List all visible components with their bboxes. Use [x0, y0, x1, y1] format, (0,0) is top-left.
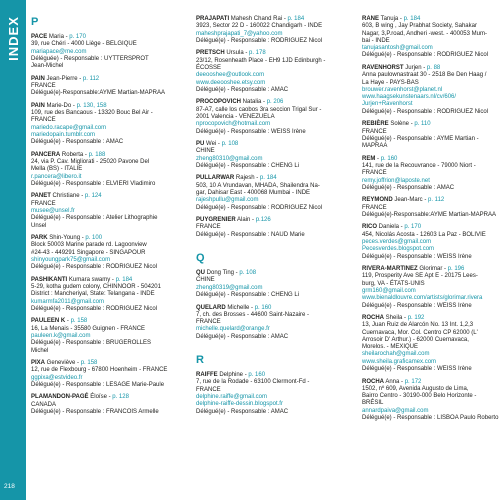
address-line: FRANCE — [362, 170, 387, 177]
address-line: 3923, Sector 22 D - 160022 Chandigarh - INDE — [196, 23, 323, 30]
delegate-responsible: Délégué(e) - Responsable : CHENG Li — [196, 292, 300, 299]
contact-link[interactable]: maheshprajapati_7@yahoo.com — [196, 30, 283, 37]
entry-heading — [196, 217, 334, 224]
delegate-responsible: Délégué(e) - Responsable : RODRIGUEZ Nicol — [362, 52, 489, 59]
entry-heading — [362, 121, 500, 128]
artist-name: QU — [196, 270, 205, 277]
address-line: Anna paulownastraat 30 - 2518 Be Den Haag / — [362, 72, 487, 79]
delegate-responsible: Délégué(e) - Responsable : WEISS Irène — [362, 253, 472, 260]
delegate-responsible: Délégué(e) - Responsable : AMAC — [362, 184, 455, 191]
index-entry — [31, 235, 169, 271]
address-line: Nagar, 3,P.road, Andheri -west. - 400053 Mum- — [362, 30, 487, 37]
entry-heading — [362, 315, 500, 322]
address-line: FRANCE — [31, 82, 56, 89]
page-reference: p. 170 — [404, 224, 422, 231]
index-entry — [362, 315, 500, 373]
index-entry — [196, 217, 334, 239]
contact-link[interactable]: mariapace@me.com — [31, 48, 87, 55]
artist-firstname: Tanuja - — [379, 16, 404, 22]
delegate-responsible: Délégué(e) - Responsable : CHENG Li — [196, 162, 300, 169]
index-entry — [196, 50, 334, 94]
address-line: burg, VA - ÉTATS-UNIS — [362, 280, 425, 287]
page-reference: p. 196 — [447, 266, 465, 273]
index-entry — [196, 305, 334, 341]
address-line: 2001 Valencia - VENEZUELA — [196, 113, 275, 120]
delegate-responsible: Délégué(e) - Responsable : LESAGE Marie-Paule — [31, 381, 165, 388]
delegate-responsible: Délégué(e) - Responsable : BRUGEROLLES Michel — [31, 340, 152, 354]
contact-link[interactable]: remy.joffrion@laposte.net — [362, 177, 430, 184]
address-line: Arrosoir D' Arthur.) - 62000 Cuernavaca, — [362, 336, 469, 343]
delegate-responsible: Jean-Michel — [31, 63, 64, 70]
address-line: 454, Nicolás Acosta - 12603 La Paz - BOLIVIE — [362, 231, 486, 238]
index-entry — [31, 76, 169, 98]
index-entry — [31, 103, 169, 147]
artist-name: PROCOPOVICH — [196, 99, 242, 106]
artist-name: PANET — [31, 193, 51, 200]
page-reference: p. 170 — [69, 34, 86, 40]
page-reference: p. 110 — [414, 121, 431, 128]
index-entry — [362, 121, 500, 150]
artist-firstname: Christiane - — [50, 193, 85, 200]
section-gap — [196, 346, 334, 354]
artist-name: PANCERA — [31, 151, 61, 158]
page-reference: p. 100 — [85, 235, 103, 242]
entry-heading — [362, 197, 500, 204]
artist-name: ROCHA — [362, 315, 384, 321]
artist-name: PACE — [31, 34, 48, 40]
artist-firstname: Maria - — [47, 34, 70, 40]
entry-heading — [31, 360, 169, 367]
artist-firstname: Marie-Do - — [44, 102, 77, 109]
delegate-responsible: Délégué(e) - Responsable : AMAC — [196, 86, 289, 93]
page-reference: p. 172 — [404, 378, 422, 385]
page-reference: p. 130, 158 — [76, 102, 107, 109]
column-3 — [362, 16, 500, 428]
delegate-responsible: Délégué(e) - Responsable : AMAC — [31, 139, 124, 146]
entry-heading — [31, 152, 169, 159]
artist-firstname: Shin-Young - — [47, 235, 86, 242]
address-line: ÉCOSSE — [196, 64, 222, 71]
artist-firstname: Daniela - — [377, 224, 405, 231]
page-reference: p. 192 — [407, 315, 425, 321]
page-reference: p. 158 — [80, 360, 98, 367]
address-line: FRANCE — [362, 204, 387, 211]
delegate-responsible: Délégué(e) - Responsable : RODRIGUEZ Nicol — [31, 305, 158, 312]
entry-heading — [362, 156, 500, 163]
address-line: bai - INDE — [362, 37, 390, 44]
index-entry — [362, 16, 500, 60]
address-line: 24, via P. Cav. Migliorati - 25020 Pavone Del — [31, 159, 150, 166]
entry-heading — [31, 394, 169, 401]
delegate-responsible: Délégué(e)-Responsable:AYME Martian-MAPRAA — [31, 90, 165, 97]
artist-name: PULLARWAR — [196, 175, 235, 182]
page-reference: p. 206 — [266, 99, 284, 106]
artist-firstname: Ursula - — [224, 50, 250, 57]
column-2 — [196, 16, 334, 421]
address-line: FRANCE — [196, 319, 221, 326]
contact-link[interactable]: kumarmfa2011@gmail.com — [31, 298, 105, 305]
contact-link[interactable]: annardpaiva@gmail.com — [362, 407, 429, 414]
page-reference: p. 108 — [239, 270, 257, 277]
contact-link[interactable]: peces.verdes@gmail.com — [362, 238, 432, 245]
index-entry — [362, 156, 500, 192]
artist-firstname: Geneviève - — [45, 360, 81, 367]
entry-heading — [31, 76, 169, 83]
artist-firstname: Alain - — [235, 217, 256, 224]
contact-link[interactable]: mariedopain.tumblr.com — [31, 131, 96, 138]
index-entry — [31, 360, 169, 389]
address-line: La Haye - PAYS-BAS — [362, 79, 419, 86]
address-line: 13, Juan Ruiz de Alarcón No. 13 Int. 1,2,3 — [362, 322, 474, 329]
delegate-responsible: Délégué(e) - Responsable : FRANCOIS Armelle — [31, 409, 159, 416]
page-reference: p. 184 — [259, 175, 277, 182]
artist-firstname: Rajesh - — [234, 175, 260, 182]
artist-name: RIVERA-MARTINEZ — [362, 266, 418, 273]
address-line: 23/12, Rosenheath Place - EH9 1JD Edinburgh - — [196, 57, 326, 64]
delegate-responsible: Délégué(e) - Responsable : NAUD Marie — [196, 231, 305, 238]
address-line: CHINE — [196, 277, 215, 284]
contact-link[interactable]: delphine.raiffe@gmail.com — [196, 394, 268, 401]
contact-link[interactable]: www.bienaldlouvre.com/artists/glorimar.rivera — [362, 295, 483, 302]
page-reference: p. 158 — [70, 318, 88, 325]
address-line: District : Mancheriyal, State: Telangana - INDE — [31, 291, 155, 298]
delegate-responsible: Délégué(e) - Responsable : WEISS Irène — [362, 302, 472, 309]
address-line: 87-A7, calle los caobos 3ra seccion Trigal Sur - — [196, 106, 322, 113]
delegate-responsible: Déléguée) - Responsable : UYTTERSPROT — [31, 55, 149, 62]
page-reference: p. 178 — [249, 50, 266, 57]
entry-heading — [31, 318, 169, 325]
artist-name: RANE — [362, 16, 380, 22]
entry-heading — [31, 235, 169, 242]
index-entry — [196, 175, 334, 211]
index-entry — [196, 372, 334, 416]
address-line: 1502, nº 609, Avenida Augusto de Lima, — [362, 385, 469, 392]
index-entry — [196, 16, 334, 45]
entry-heading — [31, 277, 169, 284]
address-line: BRÉSIL — [362, 400, 384, 407]
entry-heading — [362, 65, 500, 72]
section-letter: R — [196, 354, 204, 367]
contact-link[interactable]: ggpixa@estvideo.fr — [31, 374, 83, 381]
entry-heading — [196, 99, 334, 106]
delegate-responsible: Délégué(e) - Responsable : WEISS Irène — [362, 366, 472, 373]
contact-link[interactable]: tanujasantosh@gmail.com — [362, 45, 433, 52]
section-gap — [196, 244, 334, 252]
artist-firstname: Anna - — [384, 378, 405, 385]
artist-name: PUYGRENIER — [196, 217, 236, 224]
artist-firstname: Éloïse - — [88, 394, 113, 401]
page-reference: p. 160 — [254, 304, 272, 311]
entry-heading — [362, 266, 500, 273]
address-line: 12, rue de Flexbourg - 67800 Hoenheim - FRANCE — [31, 367, 168, 374]
address-line: 141, rue de la Recouvrance - 79000 Niort - — [362, 162, 476, 169]
artist-name: ROCHA — [362, 378, 384, 385]
entry-heading — [362, 16, 500, 23]
index-entry — [196, 270, 334, 299]
artist-name: PARK — [31, 235, 48, 242]
artist-name: PRETSCH — [196, 50, 225, 57]
index-entry — [31, 394, 169, 416]
index-entry — [31, 318, 169, 354]
entry-heading — [196, 141, 334, 148]
artist-firstname: - — [65, 318, 71, 325]
address-line: 109, rue des Bancaous - 13320 Bouc Bel Air - — [31, 110, 153, 117]
entry-heading — [196, 16, 334, 23]
address-line: FRANCE — [31, 200, 56, 207]
delegate-responsible: Délégué(e) - Responsable : WEISS Irène — [196, 128, 306, 135]
artist-name: PASHIKANTI — [31, 276, 68, 283]
contact-link[interactable]: rajeshpullu@gmail.com — [196, 197, 259, 204]
artist-firstname: Natalia - — [241, 99, 267, 106]
artist-name: PU — [196, 141, 205, 148]
delegate-responsible: Délégué(e) - Responsable : ELVIERI Vladimiro — [31, 180, 156, 187]
address-line: Cuernavaca, Mor. Col. Centro CP 62000 (L' — [362, 329, 478, 336]
artist-firstname: Dong Ting - — [205, 270, 240, 277]
delegate-responsible: Délégué(e) - Responsable : RODRIGUEZ Nicol — [196, 204, 323, 211]
artist-firstname: Jean-Pierre - — [44, 75, 83, 82]
page-reference: p. 188 — [88, 151, 106, 158]
artist-name: REM — [362, 155, 376, 162]
contact-link[interactable]: Pecesverdes.blogspot.com — [362, 246, 435, 253]
contact-link[interactable]: delphine-raiffe-dessin.blogspot.fr — [196, 401, 283, 408]
entry-heading — [196, 270, 334, 277]
index-entry — [362, 224, 500, 260]
column-1 — [31, 16, 169, 422]
contact-link[interactable]: grm160@gmail.com — [362, 287, 416, 294]
delegate-responsible: Délégué(e) - Responsable : RODRIGUEZ Nicol — [31, 264, 158, 271]
artist-name: PIXA — [31, 360, 46, 367]
index-entry — [31, 193, 169, 229]
delegate-responsible: Délégué(e) - Responsable : RODRIGUEZ Nicol — [196, 37, 323, 44]
entry-heading — [31, 34, 169, 41]
page-reference: p. 160 — [248, 372, 266, 379]
artist-firstname: Kumara swamy - — [67, 276, 116, 283]
contact-link[interactable]: mariedo.racape@gmail.com — [31, 124, 107, 131]
address-line: FRANCE — [196, 386, 221, 393]
entry-heading — [196, 372, 334, 379]
page-number: 218 — [4, 483, 15, 490]
address-line: CANADA — [31, 401, 57, 408]
entry-heading — [196, 175, 334, 182]
artist-firstname: Mahesh Chand Rai - — [229, 16, 288, 22]
artist-name: PRAJAPATI — [196, 16, 230, 22]
address-line: 39, rue Chéri - 4000 Liège - BELGIQUE — [31, 41, 137, 48]
delegate-responsible: Délégué(e) - Responsable : RODRIGUEZ Nicol — [362, 108, 489, 115]
entry-heading — [196, 305, 334, 312]
address-line: FRANCE — [362, 128, 387, 135]
page-reference: p.126 — [255, 217, 271, 224]
index-entry — [362, 379, 500, 423]
sidebar-title — [0, 8, 26, 68]
page-reference: p. 128 — [112, 394, 129, 401]
contact-link[interactable]: brouwer.ravenhorst@planet.nl — [362, 86, 443, 93]
artist-firstname: Sheila - — [384, 315, 408, 321]
address-line: #24-43 - 449291 Singapore - SINGAPOUR — [31, 249, 146, 256]
section-letter: Q — [196, 252, 205, 265]
artist-name: RICO — [362, 224, 377, 231]
index-entry — [196, 99, 334, 135]
artist-firstname: Delphine - — [217, 372, 249, 379]
delegate-responsible: Délégué(e) - Responsable : AYME Martian - MAPRAA — [362, 135, 479, 150]
address-line: 7, ch. des Brosses - 44600 Saint-Nazaire - — [196, 311, 310, 318]
contact-link[interactable]: r.pancera@libero.it — [31, 173, 82, 180]
artist-name: PAIN — [31, 75, 45, 82]
entry-heading — [31, 103, 169, 110]
artist-name: PLAMANDON-PAGÉ — [31, 394, 89, 401]
address-line: CHINE — [196, 148, 215, 155]
contact-link[interactable]: nprocopovich@hotmail.com — [196, 121, 271, 128]
page-reference: p. 112 — [428, 197, 445, 204]
page-reference: p. 160 — [380, 155, 398, 162]
artist-firstname: Jean-Marc - — [392, 197, 429, 204]
page-reference: p. 108 — [221, 141, 239, 148]
address-line: FRANCE — [196, 224, 221, 231]
entry-heading — [362, 224, 500, 231]
index-entry — [31, 152, 169, 188]
artist-firstname: Roberta - — [60, 151, 89, 158]
contact-link[interactable]: zheng80310@gmail.com — [196, 155, 263, 162]
artist-firstname: - — [375, 155, 381, 162]
artist-name: QUELARD — [196, 304, 226, 311]
contact-link[interactable]: musee@unsel.fr — [31, 207, 75, 214]
index-entry — [196, 141, 334, 170]
delegate-responsible: Délégué(e) - Responsable : LISBOA Paulo Roberto — [362, 415, 499, 422]
contact-link[interactable]: www.deeooshee.etsy.com — [196, 79, 266, 86]
address-line: 503, 10 A Vrundavan, MHADA, Shailendra Na- — [196, 182, 320, 189]
entry-heading — [196, 50, 334, 57]
artist-name: RAIFFE — [196, 372, 218, 379]
page-reference: p. 124 — [84, 193, 102, 200]
address-line: 119, Prosperity Ave SE Apt E - 20175 Lees- — [362, 273, 478, 280]
address-line: 603, B wing , Jay Prabhat Society, Sahakar — [362, 23, 477, 30]
artist-name: RAVENHORST — [362, 64, 404, 71]
contact-link[interactable]: zheng80319@gmail.com — [196, 284, 263, 291]
page-reference: p. 112 — [82, 75, 100, 82]
artist-firstname: Solène - — [388, 121, 415, 128]
artist-firstname: Glorimar - — [417, 266, 448, 273]
contact-link[interactable]: Jurjen+Ravenhorst — [362, 101, 413, 108]
address-line: 5-29, kotha gudem colony, CHINNOOR - 504201 — [31, 284, 161, 291]
artist-name: PAULEEN K — [31, 318, 66, 325]
address-line: Morelos. - MEXIQUE — [362, 344, 419, 351]
address-line: gar, Dahisar East - 400068 Mumbai - INDE — [196, 189, 311, 196]
contact-link[interactable]: deeooshee@outlook.com — [196, 72, 265, 79]
index-entry — [362, 65, 500, 116]
delegate-responsible: Délégué(e) - Responsable : Atelier Lithographie Unsel — [31, 215, 158, 229]
contact-link[interactable]: sheilarochah@gmail.com — [362, 351, 430, 358]
contact-link[interactable]: www.haagsekunstenaars.nl/cv/606/ — [362, 94, 457, 101]
address-line: 7, rue de la Rodade - 63100 Clermont-Fd - — [196, 379, 310, 386]
delegate-responsible: Délégué(e)-Responsable:AYME Martian-MAPRAA — [362, 211, 496, 218]
section-letter: P — [31, 16, 39, 28]
page-reference: p. 88 — [426, 64, 441, 71]
artist-firstname: Jurjen - — [403, 64, 427, 71]
address-line: 16, La Menais - 35580 Guignen - FRANCE — [31, 325, 146, 332]
address-line: FRANCE — [31, 117, 56, 124]
artist-firstname: Michelle - — [225, 304, 255, 311]
page-reference: p. 184 — [403, 16, 421, 22]
page-reference: p. 184 — [287, 16, 305, 22]
entry-heading — [362, 379, 500, 386]
contact-link[interactable]: www.sheila.graficamex.com — [362, 358, 437, 365]
page-reference: p. 184 — [115, 276, 133, 283]
sidebar — [0, 0, 26, 500]
artist-name: REBIÈRE — [362, 121, 389, 128]
artist-name: REYMOND — [362, 197, 393, 204]
artist-firstname: Wei - — [204, 141, 222, 148]
index-entry — [31, 277, 169, 313]
address-line: Mella (BS) - ITALIE — [31, 166, 83, 173]
index-entry — [362, 197, 500, 219]
index-title: INDEX — [5, 15, 21, 61]
entry-heading — [31, 193, 169, 200]
delegate-responsible: Délégué(e) - Responsable : AMAC — [196, 333, 289, 340]
contact-link[interactable]: michelle.quelard@orange.fr — [196, 326, 270, 333]
address-line: Bairro Centro - 30190-000 Belo Horizonte - — [362, 393, 477, 400]
delegate-responsible: Délégué(e) - Responsable : AMAC — [196, 408, 289, 415]
contact-link[interactable]: shinyoungpark75@gmail.com — [31, 256, 111, 263]
index-entry — [362, 266, 500, 310]
index-entry — [31, 34, 169, 70]
contact-link[interactable]: pauleen.k@gmail.com — [31, 333, 91, 339]
artist-name: PAIN — [31, 102, 45, 109]
address-line: Block 50003 Marine parade rd. Lagoonview — [31, 242, 147, 249]
